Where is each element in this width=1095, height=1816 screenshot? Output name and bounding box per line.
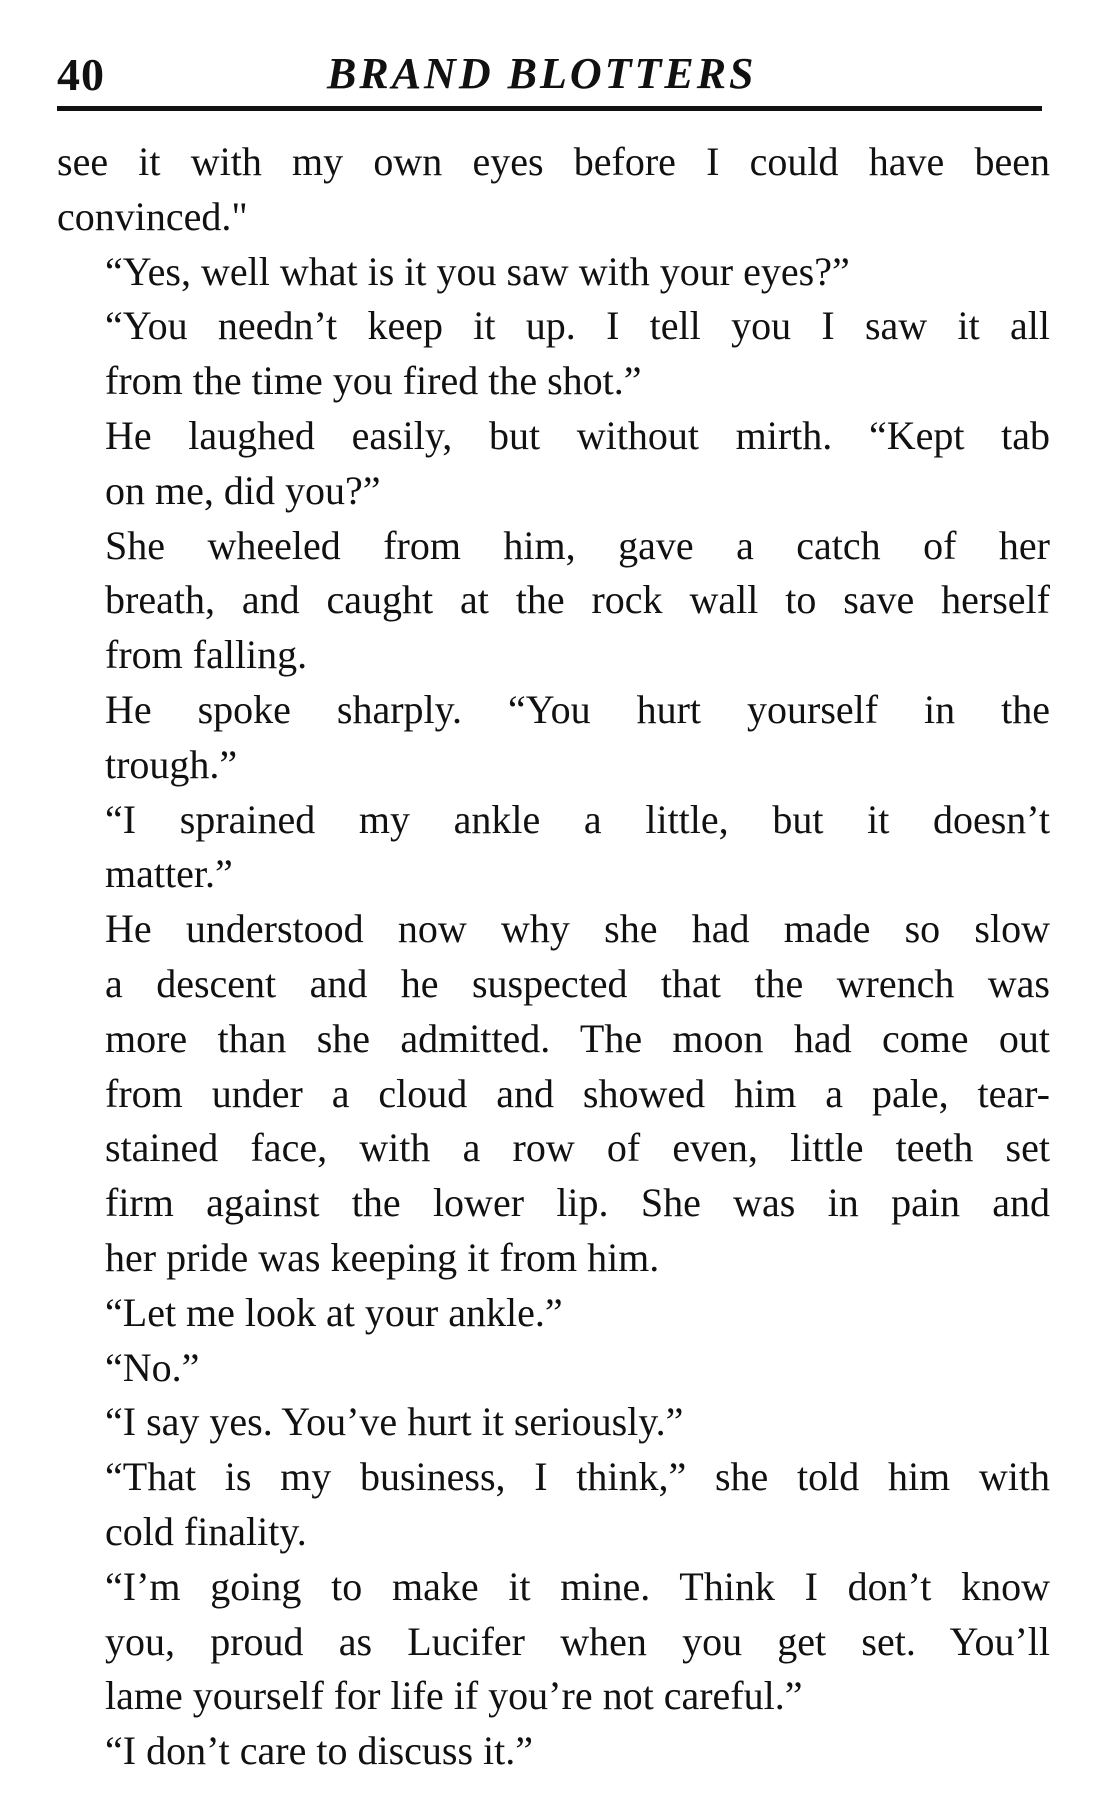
paragraph — [57, 1341, 1050, 1396]
paragraph — [57, 902, 1050, 1286]
text-line: He spoke sharply. “You hurt yourself in the — [105, 686, 1050, 732]
page-number: 40 — [57, 49, 105, 100]
text-line: He laughed easily, but without mirth. “Kept tab — [105, 412, 1050, 458]
text-line: firm against the lower lip. She was in pain and — [105, 1180, 1050, 1226]
text-line: “I say yes. You’ve hurt it seriously.” — [105, 1399, 684, 1445]
text-line: lame yourself for life if you’re not careful.” — [105, 1673, 803, 1719]
text-line: matter.” — [105, 851, 233, 897]
header-rule — [57, 106, 1042, 111]
text-line: He understood now why she had made so slow — [105, 906, 1050, 952]
paragraph — [57, 683, 1050, 793]
paragraph — [57, 299, 1050, 409]
text-line: “I don’t care to discuss it.” — [105, 1728, 534, 1774]
paragraph — [57, 1560, 1050, 1724]
text-line: trough.” — [105, 741, 238, 787]
text-line: more than she admitted. The moon had come out — [105, 1015, 1050, 1061]
text-line: see it with my own eyes before I could have been — [57, 139, 1050, 184]
text-line: “Let me look at your ankle.” — [105, 1289, 563, 1335]
text-line: “I’m going to make it mine. Think I don’t know — [105, 1563, 1050, 1609]
text-line: convinced." — [57, 193, 248, 239]
paragraph — [57, 793, 1050, 903]
text-line: breath, and caught at the rock wall to save herself — [105, 577, 1050, 623]
paragraph — [57, 1286, 1050, 1341]
text-line: from falling. — [105, 632, 308, 678]
paragraph — [57, 1450, 1050, 1560]
body-text — [57, 135, 1050, 1779]
text-line: “You needn’t keep it up. I tell you I saw it all — [105, 303, 1050, 349]
running-title: BRAND BLOTTERS — [327, 49, 757, 98]
paragraph — [57, 245, 1050, 300]
text-line: “No.” — [105, 1344, 200, 1390]
page-header — [57, 40, 1042, 120]
text-line: you, proud as Lucifer when you get set. You’ll — [105, 1618, 1050, 1664]
text-line: “Yes, well what is it you saw with your eyes?” — [105, 248, 850, 294]
text-line: “I sprained my ankle a little, but it doesn’t — [105, 796, 1050, 842]
paragraph — [57, 409, 1050, 519]
text-line: from the time you fired the shot.” — [105, 358, 642, 404]
text-line: her pride was keeping it from him. — [105, 1234, 660, 1280]
text-line: stained face, with a row of even, little teeth set — [105, 1125, 1050, 1171]
text-line: from under a cloud and showed him a pale, tear- — [105, 1070, 1050, 1116]
text-line: on me, did you?” — [105, 467, 381, 513]
text-line: cold finality. — [105, 1508, 307, 1554]
text-line: She wheeled from him, gave a catch of her — [105, 522, 1050, 568]
text-line: a descent and he suspected that the wrench was — [105, 960, 1050, 1006]
paragraph — [57, 135, 1050, 245]
paragraph — [57, 519, 1050, 683]
text-line: “That is my business, I think,” she told him with — [105, 1454, 1050, 1500]
paragraph — [57, 1395, 1050, 1450]
paragraph — [57, 1724, 1050, 1779]
